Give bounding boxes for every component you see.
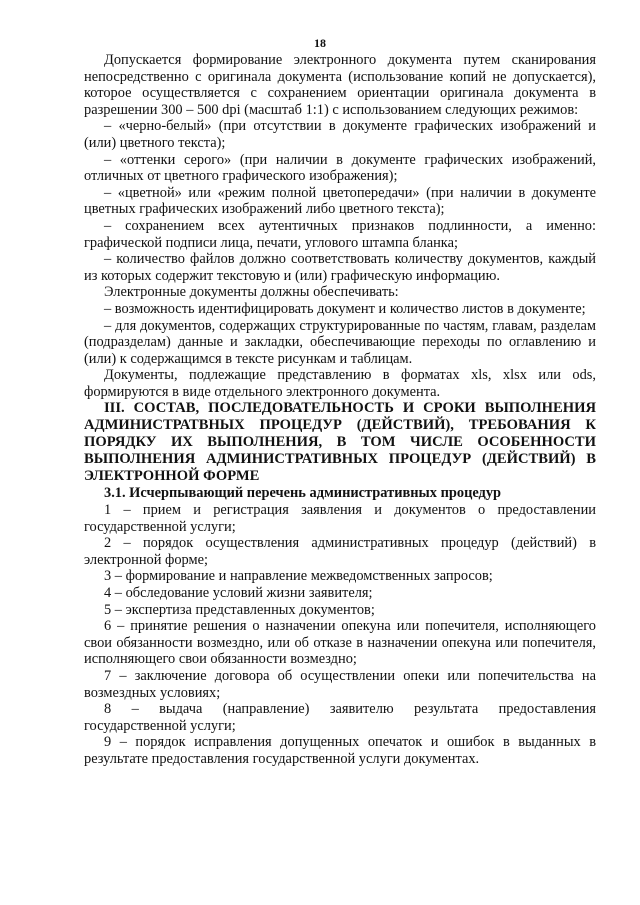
procedure-item: 8 – выдача (направление) заявителю результата предоставления государственной услуги;: [84, 701, 596, 734]
procedure-item: 3 – формирование и направление межведомственных запросов;: [104, 568, 493, 585]
paragraph: – сохранением всех аутентичных признаков подлинности, а именно: графической подписи лица, печати, углового штампа бланка;: [84, 217, 596, 251]
subsection-heading: 3.1. Исчерпывающий перечень административных процедур: [104, 485, 502, 502]
paragraph: Документы, подлежащие представлению в форматах xls, xlsx или ods, формируются в виде отдельного электронного документа.: [84, 367, 596, 400]
paragraph: – для документов, содержащих структурированные по частям, главам, разделам (подразделам) данные и закладки, обеспечивающие переходы по оглавлению и (или) к содержащимся в тексте рисункам и таблицам.: [84, 317, 596, 367]
procedure-item: 5 – экспертиза представленных документов;: [104, 601, 375, 618]
procedure-item: 1 – прием и регистрация заявления и документов о предоставлении государственной услуги;: [84, 502, 596, 535]
page-number: 18: [314, 36, 326, 50]
procedure-item: 4 – обследование условий жизни заявителя;: [104, 585, 373, 602]
document-body: [84, 52, 596, 768]
procedure-item: 9 – порядок исправления допущенных опечаток и ошибок в выданных в результате предоставления государственной услуги документах.: [84, 734, 596, 767]
procedure-item: 6 – принятие решения о назначении опекуна или попечителя, исполняющего свои обязанности возмездно, или об отказе в назначении опекуна или попечителя, исполняющего свои обязанности возмездно;: [84, 618, 596, 668]
procedure-item: 7 – заключение договора об осуществлении опеки или попечительства на возмездных условиях;: [84, 668, 596, 701]
section-heading: III. СОСТАВ, ПОСЛЕДОВАТЕЛЬНОСТЬ И СРОКИ ВЫПОЛНЕНИЯ АДМИНИСТРАТВНЫХ ПРОЦЕДУР (ДЕЙСТВИЙ), ТРЕБОВАНИЯ К ПОРЯДКУ ИХ ВЫПОЛНЕНИЯ, В ТОМ ЧИСЛЕ ОСОБЕННОСТИ ВЫПОЛНЕНИЯ АДМИНИСТРАТИВНЫХ ПРОЦЕДУР (ДЕЙСТВИЙ) В ЭЛЕКТРОННОЙ ФОРМЕ: [84, 400, 596, 485]
paragraph: Допускается формирование электронного документа путем сканирования непосредственно с оригинала документа (использование копий не допускается), которое осуществляется с сохранением ориентации оригинала документа в разрешении 300 – 500 dpi (масштаб 1:1) с использованием следующих режимов:: [84, 52, 596, 118]
procedure-item: 2 – порядок осуществления административных процедур (действий) в электронной форме;: [84, 535, 596, 568]
paragraph: – «цветной» или «режим полной цветопередачи» (при наличии в документе цветных графических изображений либо цветного текста);: [84, 184, 596, 218]
paragraph: Электронные документы должны обеспечивать:: [104, 284, 399, 301]
paragraph: – возможность идентифицировать документ и количество листов в документе;: [104, 300, 586, 317]
paragraph: – «черно-белый» (при отсутствии в документе графических изображений и (или) цветного текста);: [84, 118, 596, 151]
paragraph: – количество файлов должно соответствовать количеству документов, каждый из которых содержит текстовую и (или) графическую информацию.: [84, 251, 596, 284]
paragraph: – «оттенки серого» (при наличии в документе графических изображений, отличных от цветного графического изображения);: [84, 151, 596, 185]
